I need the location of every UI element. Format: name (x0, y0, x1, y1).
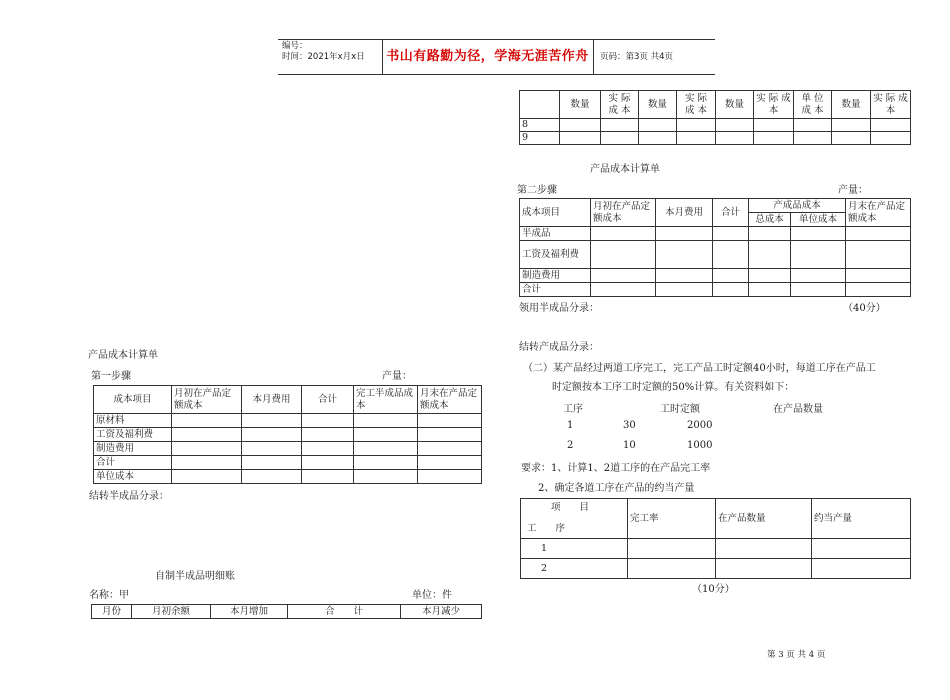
equivalent-table-head-process: 工 序 (527, 523, 566, 534)
step1-head-total: 合计 (302, 386, 354, 414)
step1-head-finished: 完工半成品成本 (354, 386, 418, 414)
step2-transfer-entry: 结转产成品分录： (519, 342, 599, 353)
question-col-hours: 工时定额 (660, 404, 700, 415)
step2-head-total: 合计 (713, 199, 749, 227)
equivalent-table-header: 在产品数量 (716, 499, 812, 539)
question-row-hours: 10 (623, 440, 636, 451)
step2-head-finished: 产成品成本 (749, 199, 846, 213)
question-col-process: 工序 (563, 404, 583, 415)
step1-head-end: 月末在产品定额成本 (418, 386, 482, 414)
question-row-process: 2 (567, 440, 574, 451)
question-row-wip: 2000 (687, 420, 713, 431)
time-label: 时间：2021年x月x日 (282, 52, 365, 62)
top-table-header: 实 际 成 本 (871, 91, 911, 119)
step2-step-label: 第二步骤 (517, 185, 557, 196)
question-requirement-1: 要求：1、计算1、2道工序的在产品完工率 (521, 463, 711, 474)
step1-row-label: 合计 (94, 456, 172, 470)
ledger-title: 自制半成品明细账 (155, 571, 235, 582)
step1-row-label: 原材料 (94, 414, 172, 428)
top-table-header: 数量 (560, 91, 601, 119)
step2-after-entry: 领用半成品分录： (519, 303, 599, 314)
equivalent-table-header: 完工率 (628, 499, 716, 539)
step1-row-label: 工资及福利费 (94, 428, 172, 442)
step2-title: 产品成本计算单 (590, 164, 660, 175)
step1-head-item: 成本项目 (94, 386, 172, 414)
header-page-number: 页码：第3页 共4页 (600, 52, 674, 62)
step1-after-entry: 结转半成品分录： (89, 491, 169, 502)
ledger-header: 本月减少 (401, 605, 482, 619)
equivalent-table-row-label: 1 (521, 539, 628, 559)
step2-row-label: 工资及福利费 (520, 241, 591, 269)
step1-step-label: 第一步骤 (91, 371, 131, 382)
ledger-header: 本月增加 (211, 605, 288, 619)
ledger-header: 月初余额 (132, 605, 211, 619)
top-table-header: 数量 (832, 91, 871, 119)
step1-head-begin: 月初在产品定额成本 (172, 386, 242, 414)
footer-page-number: 第 3 页 共 4 页 (767, 650, 826, 660)
header-divider-right (593, 40, 594, 74)
top-table-header: 实 际 成 本 (754, 91, 794, 119)
step1-head-current: 本月费用 (242, 386, 302, 414)
step1-row-label: 单位成本 (94, 470, 172, 484)
question-row-wip: 1000 (687, 440, 713, 451)
top-table-header: 实 际 成 本 (601, 91, 639, 119)
step2-head-item: 成本项目 (520, 199, 591, 227)
question-requirement-2: 2、确定各道工序在产品的约当产量 (538, 483, 695, 494)
header-meta (282, 41, 365, 75)
equivalent-table-row-label: 2 (521, 559, 628, 579)
step2-row-label: 半成品 (520, 227, 591, 241)
step2-head-end: 月末在产品定额成本 (846, 199, 911, 227)
step1-title: 产品成本计算单 (88, 350, 158, 361)
top-table-header: 实 际 成 本 (677, 91, 716, 119)
top-table-row-label: 9 (520, 132, 560, 145)
equivalent-table-head-item: 项 目 (551, 502, 590, 513)
step2-score: （40分） (843, 303, 886, 314)
step1-row-label: 制造费用 (94, 442, 172, 456)
equivalent-table-header: 约当产量 (812, 499, 911, 539)
step2-head-begin: 月初在产品定额成本 (591, 199, 656, 227)
step2-head-current: 本月费用 (656, 199, 713, 227)
step2-row-label: 合计 (520, 283, 591, 297)
page-header (278, 39, 715, 75)
header-motto: 书山有路勤为径，学海无涯苦作舟 (386, 49, 589, 64)
question-col-wip: 在产品数量 (773, 404, 823, 415)
step2-head-finished-total: 总成本 (749, 213, 791, 227)
ledger-unit-label: 单位：件 (412, 590, 452, 601)
equivalent-units-table (520, 498, 911, 579)
step1-output-label: 产量： (382, 371, 412, 382)
equivalent-table-corner (521, 499, 628, 539)
question-row-hours: 30 (623, 420, 636, 431)
serial-label: 编号： (282, 41, 308, 51)
step1-cost-table (93, 385, 482, 484)
question-row-process: 1 (567, 420, 574, 431)
top-table-row-label: 8 (520, 119, 560, 132)
top-table-header: 数量 (716, 91, 754, 119)
top-table-corner (520, 91, 560, 119)
top-continuation-table (519, 90, 911, 145)
question-intro-2: 时定额按本工序工时定额的50%计算。有关资料如下： (552, 382, 795, 393)
step2-head-finished-unit: 单位成本 (791, 213, 846, 227)
top-table-header: 单 位 成 本 (794, 91, 832, 119)
ledger-header: 月份 (92, 605, 132, 619)
ledger-table (91, 604, 482, 619)
ledger-header: 合 计 (288, 605, 401, 619)
step2-row-label: 制造费用 (520, 269, 591, 283)
question-score: （10分） (692, 584, 735, 595)
top-table-header: 数量 (639, 91, 677, 119)
step2-cost-table (519, 198, 911, 297)
ledger-name-label: 名称：甲 (89, 590, 129, 601)
step2-output-label: 产量： (838, 185, 868, 196)
question-intro-1: （二）某产品经过两道工序完工，完工产品工时定额40小时，每道工序在产品工 (523, 363, 876, 374)
